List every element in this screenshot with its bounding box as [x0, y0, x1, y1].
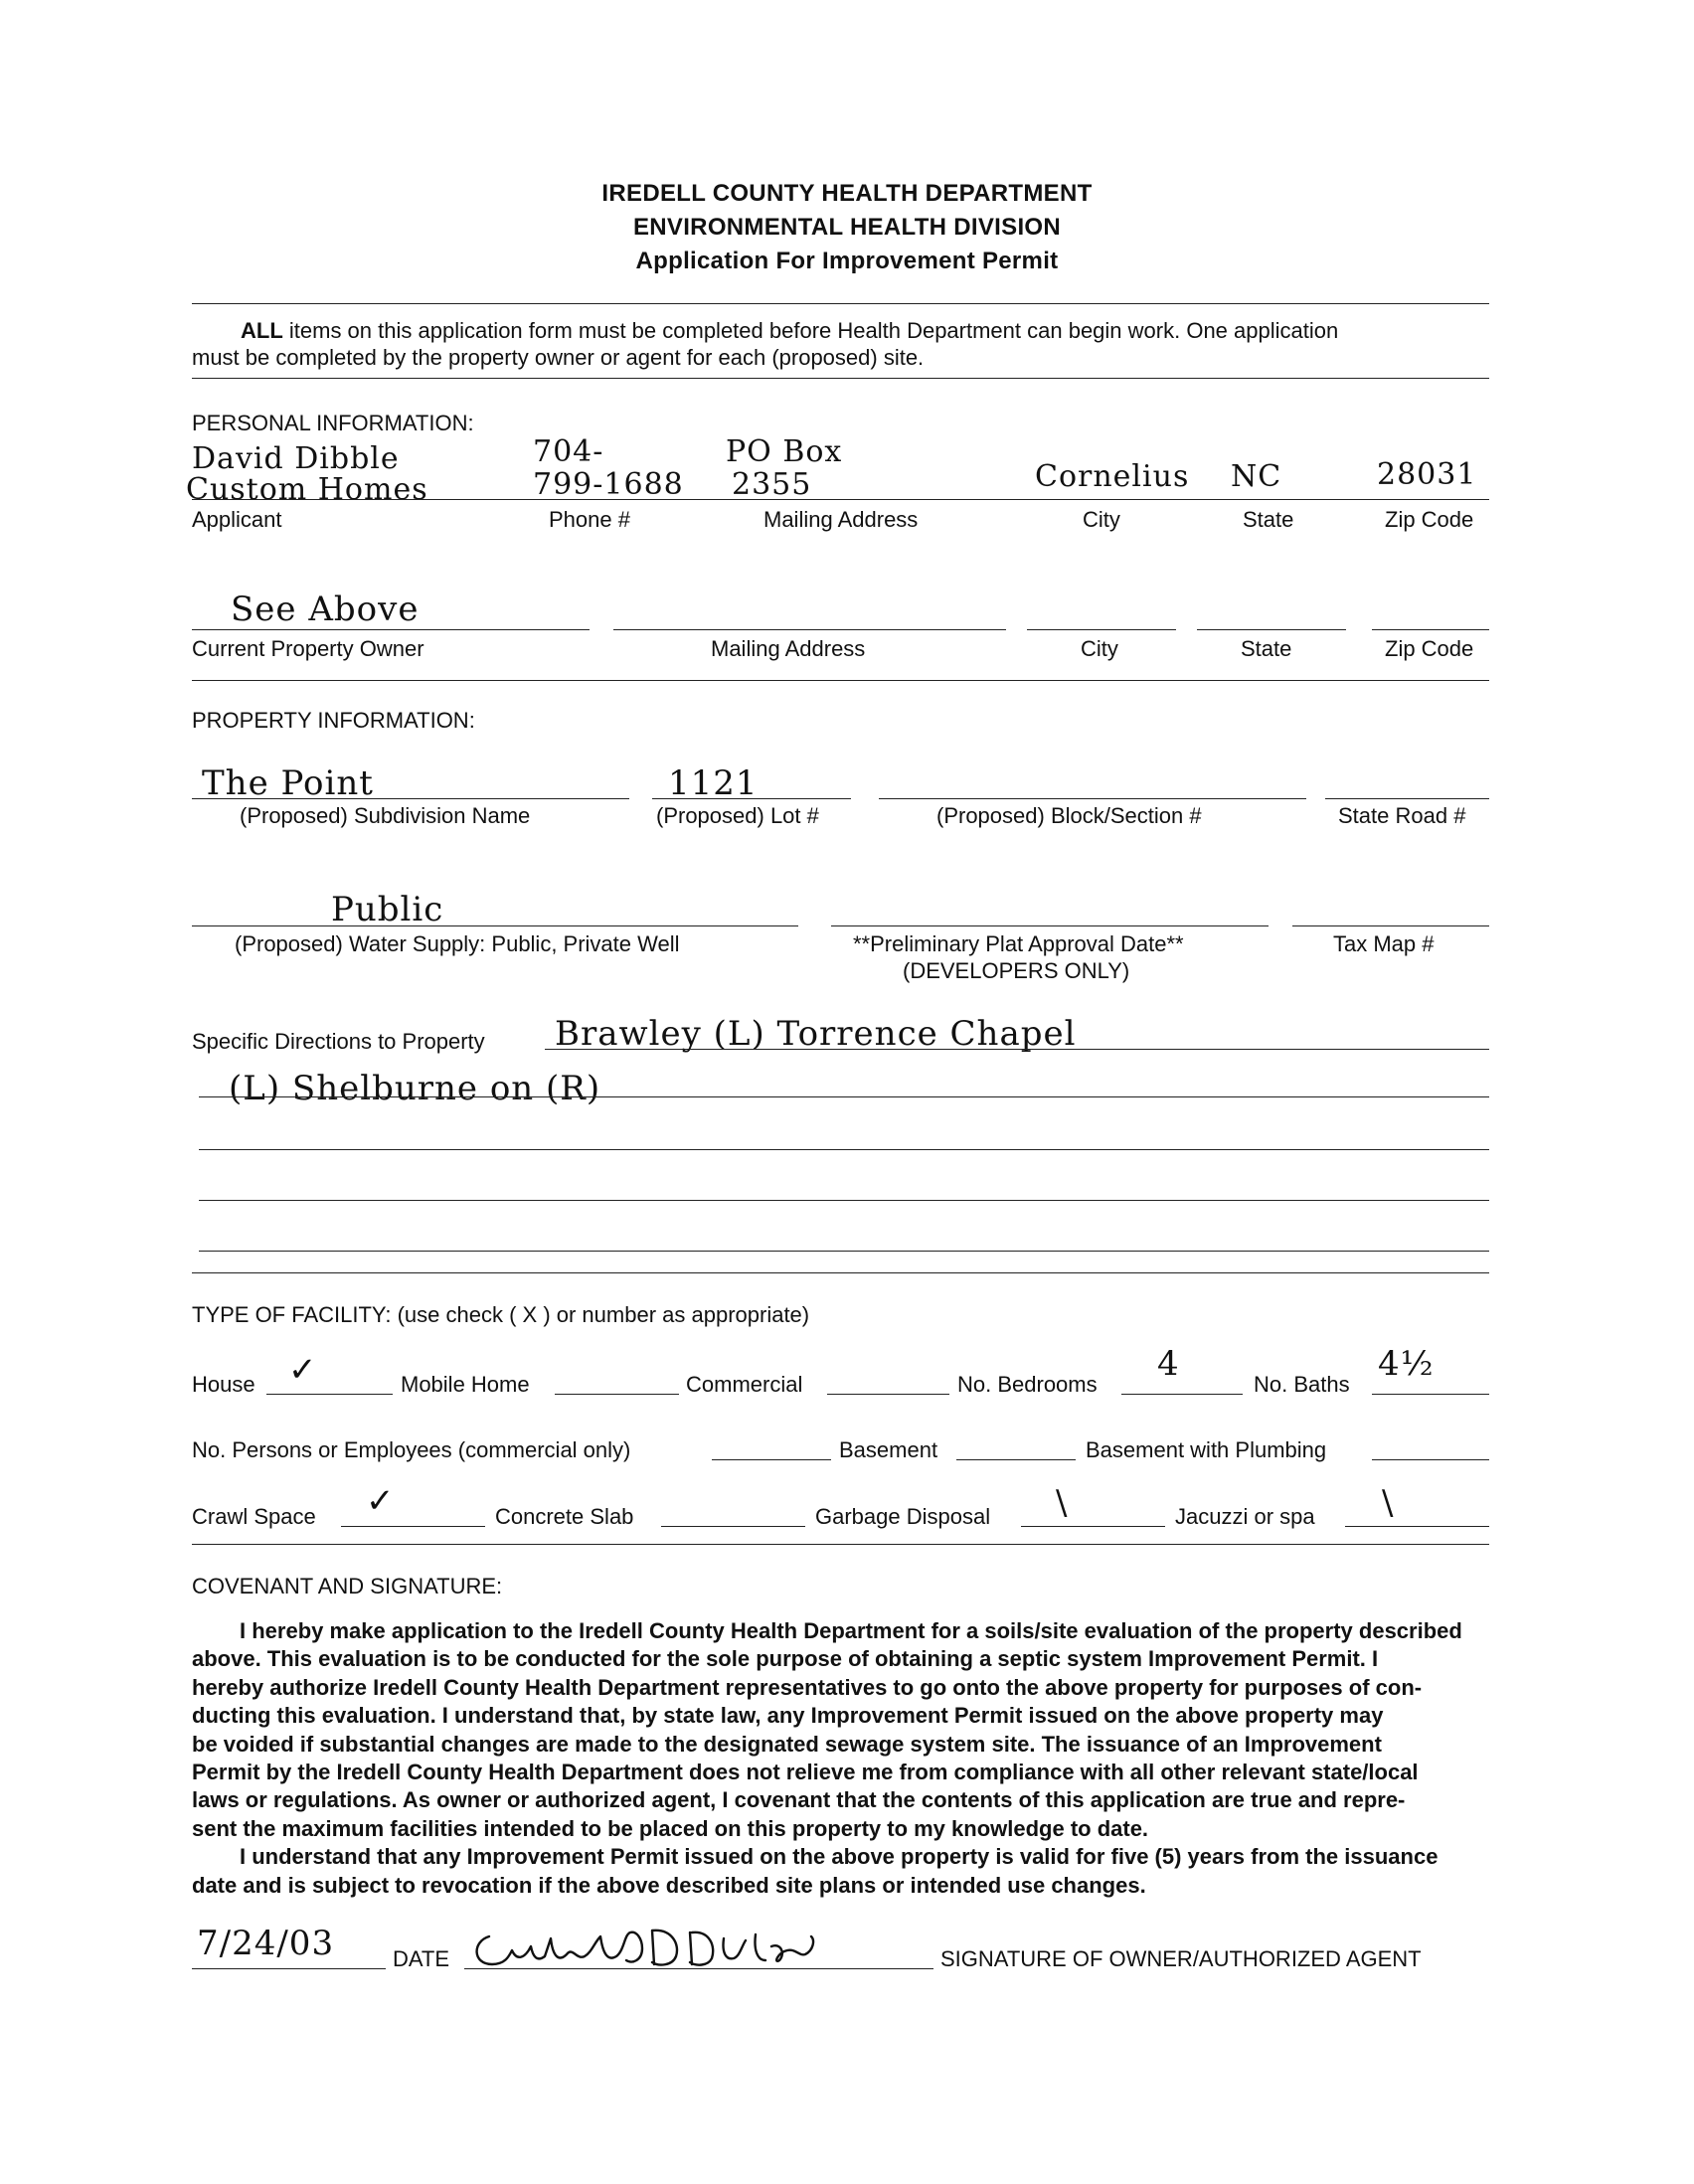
mailing-value-1: PO Box — [726, 434, 843, 469]
covenant-line: hereby authorize Iredell County Health Department representatives to go onto the above property for purposes of con- — [192, 1674, 1423, 1700]
persons-line — [712, 1459, 831, 1460]
covenant-line: Permit by the Iredell County Health Department does not relieve me from compliance with all other relevant state/local — [192, 1760, 1419, 1785]
phone-value-1: 704- — [533, 434, 604, 469]
division-title: ENVIRONMENTAL HEALTH DIVISION — [632, 214, 1062, 241]
lot-line — [652, 798, 851, 799]
facility-rule — [192, 1544, 1489, 1545]
garbage-value: \ — [1056, 1483, 1069, 1523]
persons-label: No. Persons or Employees (commercial only) — [192, 1437, 631, 1462]
jacuzzi-line — [1345, 1526, 1489, 1527]
bedrooms-line — [1121, 1394, 1243, 1395]
directions-line-1 — [545, 1049, 1489, 1050]
directions-line-3 — [199, 1149, 1489, 1150]
zip-label: Zip Code — [1385, 507, 1474, 532]
basement-plumbing-label: Basement with Plumbing — [1086, 1437, 1327, 1462]
commercial-label: Commercial — [686, 1372, 803, 1397]
slab-label: Concrete Slab — [495, 1504, 634, 1529]
covenant-line: be voided if substantial changes are made to the designated sewage system site. The issuance of an Improvement — [192, 1731, 1382, 1757]
header-rule — [192, 303, 1489, 304]
date-label: DATE — [393, 1946, 450, 1971]
owner-line — [192, 629, 590, 630]
directions-label: Specific Directions to Property — [192, 1029, 485, 1054]
taxmap-label: Tax Map # — [1333, 931, 1435, 956]
directions-value-1: Brawley (L) Torrence Chapel — [555, 1014, 1077, 1054]
applicant-line — [192, 499, 1489, 500]
applicant-label: Applicant — [192, 507, 282, 532]
taxmap-line — [1292, 925, 1489, 926]
covenant-line: date and is subject to revocation if the above described site plans or intended use changes. — [192, 1872, 1146, 1898]
property-heading: PROPERTY INFORMATION: — [192, 708, 475, 733]
phone-value-2: 799-1688 — [533, 467, 684, 502]
state-label: State — [1243, 507, 1294, 532]
owner-state-label: State — [1241, 636, 1292, 661]
house-value: ✓ — [288, 1350, 318, 1390]
baths-line — [1372, 1394, 1489, 1395]
city-value: Cornelius — [1035, 459, 1190, 494]
directions-value-2: (L) Shelburne on (R) — [229, 1069, 601, 1108]
covenant-line: sent the maximum facilities intended to be placed on this property to my knowledge to date. — [192, 1815, 1149, 1841]
directions-line-5 — [199, 1251, 1489, 1252]
garbage-label: Garbage Disposal — [815, 1504, 991, 1529]
owner-rule — [192, 680, 1489, 681]
mobile-line — [555, 1394, 679, 1395]
jacuzzi-value: \ — [1382, 1483, 1395, 1523]
subdivision-value: The Point — [202, 763, 374, 803]
subdivision-label: (Proposed) Subdivision Name — [240, 803, 531, 828]
covenant-line: above. This evaluation is to be conducted for the sole purpose of obtaining a septic system Improvement Permit. I — [192, 1646, 1379, 1672]
owner-zip-label: Zip Code — [1385, 636, 1474, 661]
directions-line-4 — [199, 1200, 1489, 1201]
house-line — [266, 1394, 393, 1395]
bedrooms-label: No. Bedrooms — [957, 1372, 1098, 1397]
water-line — [192, 925, 798, 926]
intro-line-2: must be completed by the property owner or agent for each (proposed) site. — [192, 345, 925, 370]
covenant-line: ducting this evaluation. I understand that, by state law, any Improvement Permit issued on the above property may — [192, 1703, 1384, 1729]
phone-label: Phone # — [549, 507, 630, 532]
applicant-company-value: Custom Homes — [186, 472, 428, 507]
plat-sublabel: (DEVELOPERS ONLY) — [903, 958, 1130, 983]
owner-mailing-line — [613, 629, 1006, 630]
date-line — [192, 1968, 386, 1969]
road-label: State Road # — [1338, 803, 1466, 828]
mailing-value-2: 2355 — [732, 467, 812, 502]
baths-label: No. Baths — [1254, 1372, 1350, 1397]
covenant-line: I hereby make application to the Iredell County Health Department for a soils/site evaluation of the property described — [240, 1618, 1462, 1643]
applicant-name-value: David Dibble — [192, 441, 400, 476]
plat-label: **Preliminary Plat Approval Date** — [853, 931, 1184, 956]
signature-label: SIGNATURE OF OWNER/AUTHORIZED AGENT — [940, 1946, 1422, 1971]
crawl-line — [341, 1526, 485, 1527]
baths-value: 4½ — [1378, 1344, 1435, 1384]
owner-city-line — [1027, 629, 1176, 630]
garbage-line — [1021, 1526, 1165, 1527]
basement-plumbing-line — [1372, 1459, 1489, 1460]
owner-mailing-label: Mailing Address — [711, 636, 866, 661]
owner-state-line — [1197, 629, 1346, 630]
date-value: 7/24/03 — [197, 1924, 335, 1963]
water-value: Public — [331, 890, 444, 929]
directions-line-2 — [199, 1096, 1489, 1097]
signature-image — [467, 1917, 934, 1976]
owner-zip-line — [1372, 629, 1489, 630]
basement-line — [956, 1459, 1076, 1460]
dept-title: IREDELL COUNTY HEALTH DEPARTMENT — [601, 180, 1093, 207]
slab-line — [661, 1526, 805, 1527]
intro-rule — [192, 378, 1489, 379]
covenant-line: I understand that any Improvement Permit issued on the above property is valid for five (5) years from the issuance — [240, 1844, 1439, 1870]
city-label: City — [1083, 507, 1120, 532]
plat-line — [831, 925, 1269, 926]
house-label: House — [192, 1372, 255, 1397]
intro-line-1: ALL items on this application form must be completed before Health Department can begin work. One application — [241, 318, 1339, 343]
block-label: (Proposed) Block/Section # — [936, 803, 1202, 828]
zip-value: 28031 — [1377, 457, 1477, 492]
lot-value: 1121 — [668, 763, 759, 803]
commercial-line — [827, 1394, 949, 1395]
jacuzzi-label: Jacuzzi or spa — [1175, 1504, 1315, 1529]
mobile-label: Mobile Home — [401, 1372, 530, 1397]
owner-label: Current Property Owner — [192, 636, 424, 661]
basement-label: Basement — [839, 1437, 938, 1462]
property-rule — [192, 1272, 1489, 1273]
covenant-paragraph-1 — [192, 1617, 1494, 1900]
crawl-value: ✓ — [366, 1481, 396, 1521]
owner-value: See Above — [231, 589, 420, 629]
facility-heading: TYPE OF FACILITY: (use check ( X ) or number as appropriate) — [192, 1302, 810, 1327]
block-line — [879, 798, 1306, 799]
road-line — [1325, 798, 1489, 799]
covenant-heading: COVENANT AND SIGNATURE: — [192, 1574, 503, 1598]
water-label: (Proposed) Water Supply: Public, Private Well — [235, 931, 680, 956]
personal-heading: PERSONAL INFORMATION: — [192, 411, 474, 435]
lot-label: (Proposed) Lot # — [656, 803, 819, 828]
subdivision-line — [192, 798, 629, 799]
form-title: Application For Improvement Permit — [635, 248, 1059, 274]
state-value: NC — [1231, 459, 1282, 494]
owner-city-label: City — [1081, 636, 1118, 661]
mailing-label: Mailing Address — [763, 507, 919, 532]
bedrooms-value: 4 — [1157, 1344, 1180, 1384]
crawl-label: Crawl Space — [192, 1504, 316, 1529]
covenant-line: laws or regulations. As owner or authorized agent, I covenant that the contents of this application are true and repre- — [192, 1787, 1406, 1813]
